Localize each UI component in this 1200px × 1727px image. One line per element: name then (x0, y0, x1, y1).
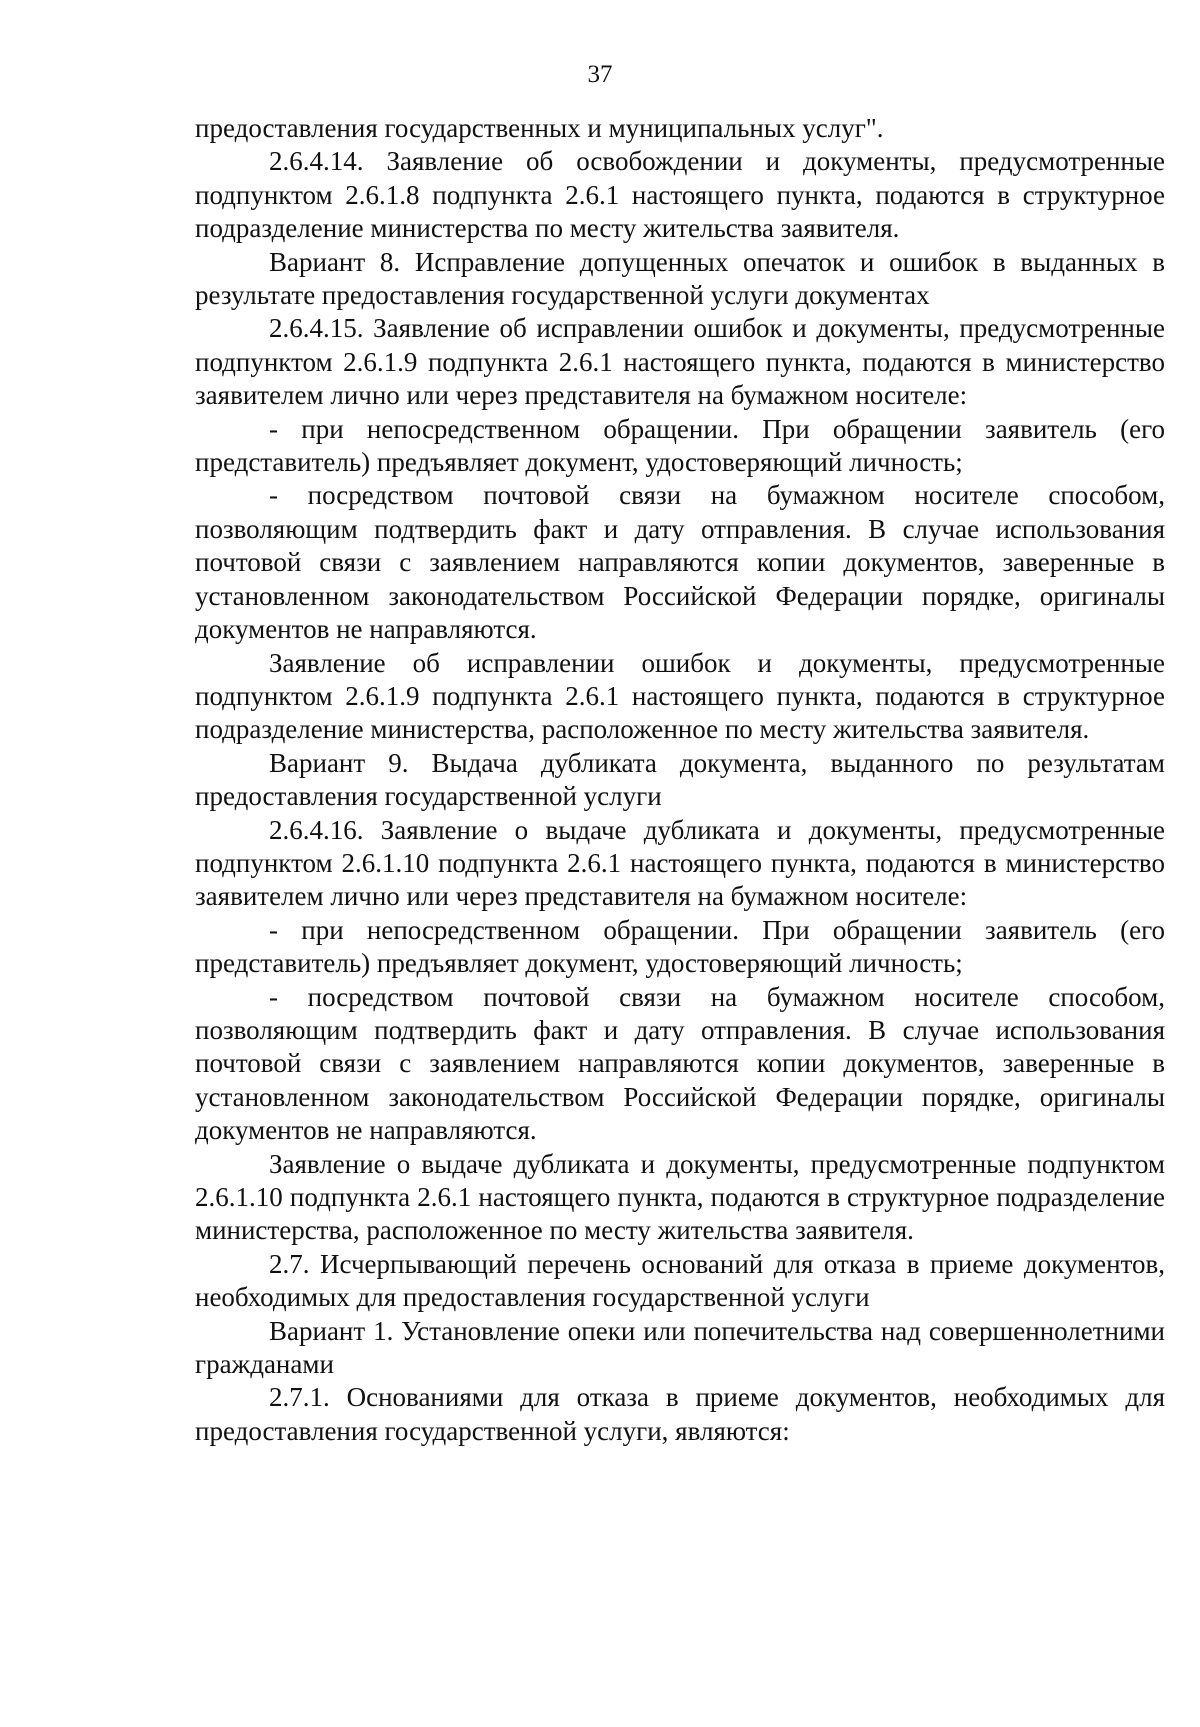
paragraph-in-person-item-2: - при непосредственном обращении. При обращении заявитель (его представитель) предъявляет документ, удостоверяющий личность; (195, 914, 1165, 979)
paragraph-variant-8-heading: Вариант 8. Исправление допущенных опечаток и ошибок в выданных в результате предоставления государственной услуги документах (195, 246, 1165, 311)
document-body (195, 112, 1165, 1448)
paragraph-variant-1-heading: Вариант 1. Установление опеки или попечительства над совершеннолетними гражданами (195, 1315, 1165, 1380)
paragraph-2-7-1: 2.7.1. Основаниями для отказа в приеме документов, необходимых для предоставления государственной услуги, являются: (195, 1382, 1165, 1446)
paragraph-correction-submission: Заявление об исправлении ошибок и документы, предусмотренные подпунктом 2.6.1.9 подпункта 2.6.1 настоящего пункта, подаются в структурное подразделение министерства, расположенное по месту жительства заявителя. (195, 647, 1165, 745)
page-number: 37 (587, 61, 613, 88)
paragraph-duplicate-submission: Заявление о выдаче дубликата и документы, предусмотренные подпунктом 2.6.1.10 подпункта 2.6.1 настоящего пункта, подаются в структурное подразделение министерства, расположенное по месту жительства заявителя. (195, 1148, 1165, 1246)
paragraph-2-6-4-16: 2.6.4.16. Заявление о выдаче дубликата и документы, предусмотренные подпунктом 2.6.1.10 подпункта 2.6.1 настоящего пункта, подаются в министерство заявителем лично или через представителя на бумажном носителе: (195, 814, 1165, 912)
paragraph-continuation: предоставления государственных и муниципальных услуг". (195, 113, 884, 143)
paragraph-postal-item: - посредством почтовой связи на бумажном носителе способом, позволяющим подтвердить факт и дату отправления. В случае использования почтовой связи с заявлением направляются копии документов, заверенные в установленном законодательством Российской Федерации порядке, оригиналы документов не направляются. (195, 480, 1165, 645)
paragraph-variant-9-heading: Вариант 9. Выдача дубликата документа, выданного по результатам предоставления государственной услуги (195, 747, 1165, 812)
paragraph-postal-item-2: - посредством почтовой связи на бумажном носителе способом, позволяющим подтвердить факт и дату отправления. В случае использования почтовой связи с заявлением направляются копии документов, заверенные в установленном законодательством Российской Федерации порядке, оригиналы документов не направляются. (195, 981, 1165, 1146)
paragraph-2-6-4-15: 2.6.4.15. Заявление об исправлении ошибок и документы, предусмотренные подпунктом 2.6.1.9 подпункта 2.6.1 настоящего пункта, подаются в министерство заявителем лично или через представителя на бумажном носителе: (195, 313, 1165, 411)
paragraph-2-6-4-14: 2.6.4.14. Заявление об освобождении и документы, предусмотренные подпунктом 2.6.1.8 подпункта 2.6.1 настоящего пункта, подаются в структурное подразделение министерства по месту жительства заявителя. (195, 146, 1165, 244)
paragraph-in-person-item: - при непосредственном обращении. При обращении заявитель (его представитель) предъявляет документ, удостоверяющий личность; (195, 413, 1165, 478)
paragraph-section-2-7-heading: 2.7. Исчерпывающий перечень оснований для отказа в приеме документов, необходимых для предоставления государственной услуги (195, 1248, 1165, 1313)
